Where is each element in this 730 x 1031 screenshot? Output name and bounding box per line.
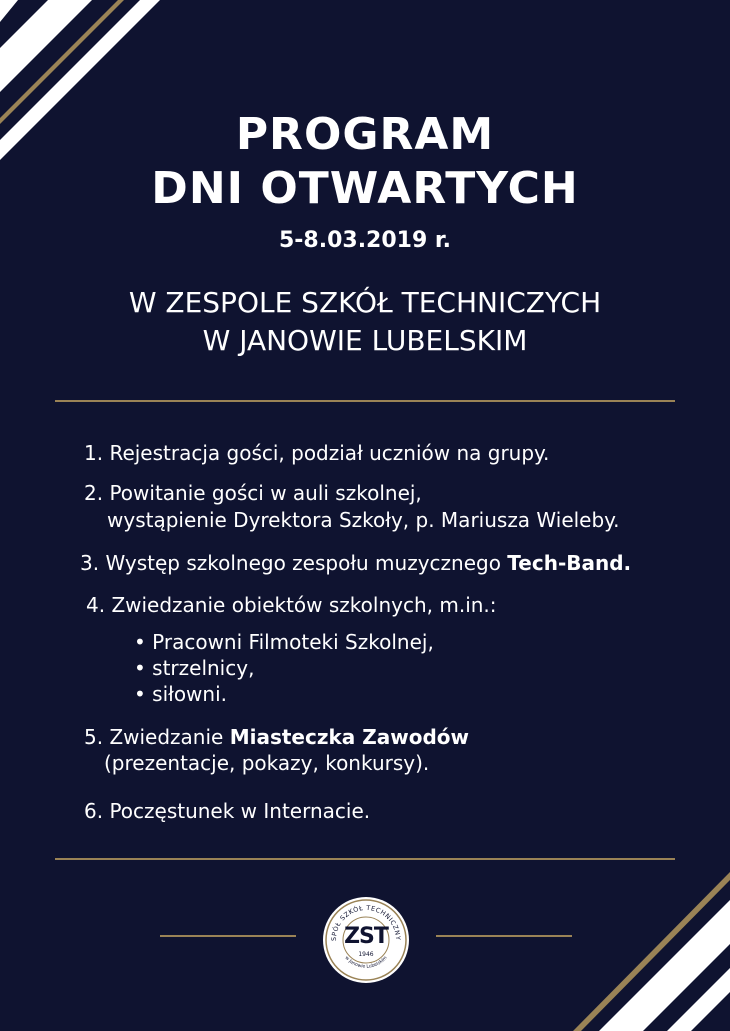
program-item-3-text: 3. Występ szkolnego zespołu muzycznego bbox=[80, 551, 508, 575]
program-item-2-cont: wystąpienie Dyrektora Szkoły, p. Mariusza Wieleby. bbox=[107, 508, 620, 532]
program-item-5 bbox=[84, 724, 469, 750]
seal-line-left bbox=[160, 935, 296, 937]
title-line-1: PROGRAM bbox=[235, 109, 495, 160]
program-item-2: 2. Powitanie gości w auli szkolnej, bbox=[84, 481, 422, 505]
bullet-silownia: • siłowni. bbox=[134, 682, 227, 706]
tech-band-name: Tech-Band. bbox=[507, 551, 632, 575]
bullet-filmoteka: • Pracowni Filmoteki Szkolnej, bbox=[134, 630, 434, 654]
program-item-4: 4. Zwiedzanie obiektów szkolnych, m.in.: bbox=[86, 593, 497, 617]
poster-title bbox=[0, 108, 730, 216]
seal-line-right bbox=[436, 935, 572, 937]
program-item-3 bbox=[80, 550, 631, 576]
seal-center-zst: ZST bbox=[344, 923, 388, 949]
school-seal-logo bbox=[322, 896, 410, 984]
title-line-2: DNI OTWARTYCH bbox=[151, 163, 579, 214]
school-line-2: W JANOWIE LUBELSKIM bbox=[202, 324, 528, 357]
school-line-1: W ZESPOLE SZKÓŁ TECHNICZYCH bbox=[128, 286, 602, 319]
bullet-strzelnica: • strzelnicy, bbox=[134, 656, 255, 680]
seal-year: 1946 bbox=[358, 951, 374, 958]
seal-ring-text: SPÓŁ SZKÓŁ TECHNICZNY bbox=[329, 903, 403, 942]
program-item-5-cont: (prezentacje, pokazy, konkursy). bbox=[104, 751, 430, 775]
seal-city-text: w Janowie Lubelskim bbox=[343, 955, 389, 970]
miasteczka-zawodow: Miasteczka Zawodów bbox=[229, 725, 469, 749]
bottom-divider bbox=[55, 858, 675, 860]
event-date: 5-8.03.2019 r. bbox=[278, 228, 452, 253]
school-name bbox=[0, 284, 730, 360]
top-divider bbox=[55, 400, 675, 402]
program-item-1: 1. Rejestracja gości, podział uczniów na grupy. bbox=[84, 441, 550, 465]
program-item-6: 6. Poczęstunek w Internacie. bbox=[84, 799, 371, 823]
program-item-5-text: 5. Zwiedzanie bbox=[84, 725, 230, 749]
